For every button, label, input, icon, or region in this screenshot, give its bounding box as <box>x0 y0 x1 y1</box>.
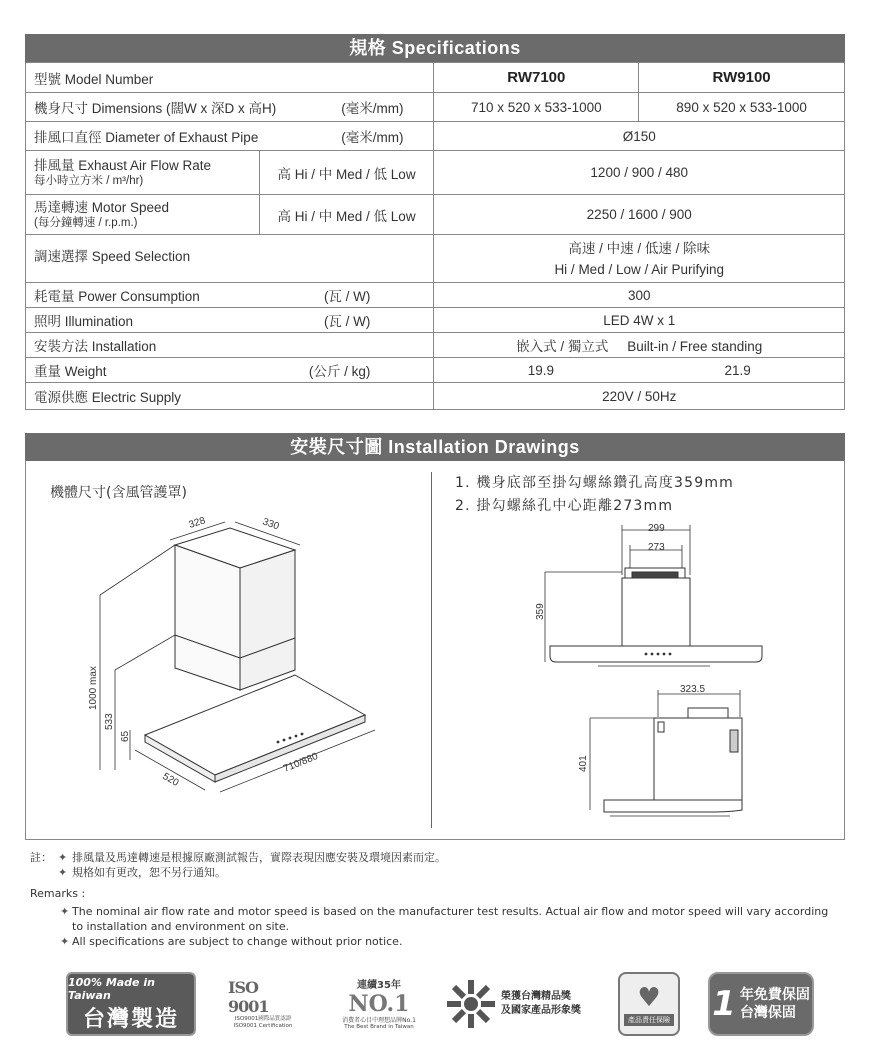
no1-badge-line3: 消費者心目中理想品牌No.1 <box>342 1017 416 1024</box>
bullet-icon: ✦ <box>58 851 68 864</box>
airflow-sub-text: 每小時立方米 / m³/hr) <box>34 174 144 187</box>
side-elevation-drawing <box>530 520 770 670</box>
motor-value: 2250 / 1600 / 900 <box>434 195 845 235</box>
weight-unit: (公斤 / kg) <box>308 364 371 379</box>
spec-label-supply: 電源供應 Electric Supply <box>26 383 434 410</box>
motor-levels: 高 Hi / 中 Med / 低 Low <box>259 195 434 235</box>
drawings-divider <box>431 472 432 828</box>
gold-badge-line1: 榮獲台灣精品獎 <box>501 991 571 1002</box>
no1-badge-line1: 連續35年 <box>357 980 401 991</box>
table-row <box>26 151 845 195</box>
illumination-unit: (瓦 / W) <box>323 314 371 329</box>
table-row <box>26 93 845 122</box>
dim-width: 710/880 <box>282 751 320 775</box>
dim-height-359: 359 <box>535 603 546 620</box>
taiwan-badge-line1: 100% Made in Taiwan <box>68 975 155 1002</box>
spec-label-weight <box>26 358 434 383</box>
illumination-label-text: 照明 Illumination <box>34 314 134 329</box>
body-dimension-title: 機體尺寸(含風管護罩) <box>50 485 187 501</box>
table-row <box>26 283 845 308</box>
warranty-line2: 台灣保固 <box>739 1005 796 1021</box>
excellence-star-icon <box>445 978 497 1030</box>
remark-en-row-2 <box>30 934 840 949</box>
remark-en-1: The nominal air flow rate and motor speed is based on the manufacturer test results. Actual air flow and motor speed will vary according to installation and environment on site. <box>72 905 829 933</box>
bullet-icon: ✦ <box>60 905 70 918</box>
spec-label-dimensions <box>26 93 434 122</box>
spec-label-illumination <box>26 308 434 333</box>
remark-zh-row-2 <box>30 865 840 880</box>
made-in-taiwan-badge <box>66 972 196 1036</box>
pipe-label-text: 排風口直徑 Diameter of Exhaust Pipe <box>34 130 259 145</box>
dimensions-rw9100: 890 x 520 x 533-1000 <box>639 93 845 122</box>
weight-rw9100: 21.9 <box>724 362 751 378</box>
taiwan-excellence-badge <box>445 972 585 1036</box>
iso-badge-line3: ISO9001 Certification <box>233 1023 293 1029</box>
remark-zh-1: 排風量及馬達轉速是根據原廠測試報告，實際表現因應安裝及環境因素而定。 <box>72 851 446 864</box>
table-row <box>26 235 845 283</box>
dimensions-rw7100: 710 x 520 x 533-1000 <box>434 93 639 122</box>
motor-sub-text: (每分鐘轉速 / r.p.m.) <box>34 216 138 229</box>
power-label-text: 耗電量 Power Consumption <box>34 289 200 304</box>
seal-badge-line1: 產品責任保險 <box>624 1014 674 1026</box>
dimensions-unit: (毫米/mm) <box>341 101 404 116</box>
speed-selection-value <box>434 235 845 283</box>
spec-table <box>25 62 845 410</box>
bullet-icon: ✦ <box>58 866 68 879</box>
iso-badge-line1: ISO 9001 <box>228 978 269 1016</box>
installation-en: Built-in / Free standing <box>627 339 763 354</box>
pipe-unit: (毫米/mm) <box>341 130 404 145</box>
spec-label-speed-selection: 調速選擇 Speed Selection <box>26 235 434 283</box>
spec-label-installation: 安裝方法 Installation <box>26 333 434 358</box>
airflow-value: 1200 / 900 / 480 <box>434 151 845 195</box>
bullet-icon: ✦ <box>60 935 70 948</box>
warranty-badge <box>708 972 814 1036</box>
speed-selection-en: Hi / Med / Low / Air Purifying <box>554 261 724 277</box>
installation-drawings-header: 安裝尺寸圖 Installation Drawings <box>25 433 845 461</box>
dim-depth: 520 <box>160 771 181 789</box>
remark-zh-2: 規格如有更改，恕不另行通知。 <box>72 866 226 879</box>
illumination-value: LED 4W x 1 <box>434 308 845 333</box>
dim-body-height: 65 <box>120 730 131 742</box>
spec-label-airflow <box>26 151 260 195</box>
table-row <box>26 63 845 93</box>
isometric-hood-drawing <box>90 510 390 800</box>
product-insurance-badge <box>618 972 680 1036</box>
airflow-levels: 高 Hi / 中 Med / 低 Low <box>259 151 434 195</box>
spec-label-pipe <box>26 122 434 151</box>
taiwan-badge-line2: 台灣製造 <box>82 1006 179 1032</box>
remark-zh-row-1 <box>30 850 840 865</box>
spec-label-motor <box>26 195 260 235</box>
dim-height-max: 1000 max <box>88 666 99 710</box>
weight-values <box>434 358 845 383</box>
install-note-2: 2. 掛勾螺絲孔中心距離273mm <box>455 498 674 514</box>
model-rw9100: RW9100 <box>639 63 845 93</box>
motor-label-text: 馬達轉速 Motor Speed <box>34 199 170 215</box>
iso9001-badge <box>228 972 298 1036</box>
dimensions-label-text: 機身尺寸 Dimensions (闊W x 深D x 高H) <box>34 101 277 116</box>
dim-outer-299: 299 <box>648 523 665 534</box>
side-profile-drawing <box>570 682 770 822</box>
dim-height-min: 533 <box>104 713 115 730</box>
installation-zh: 嵌入式 / 獨立式 <box>516 339 609 354</box>
remarks-section <box>30 850 840 949</box>
remarks-zh-label: 註： <box>30 851 52 864</box>
table-row <box>26 195 845 235</box>
warranty-line1: 年免費保固 <box>739 987 810 1003</box>
table-row <box>26 333 845 358</box>
dim-top-width: 330 <box>260 516 281 533</box>
table-row <box>26 122 845 151</box>
speed-selection-zh: 高速 / 中速 / 低速 / 除味 <box>568 240 711 256</box>
weight-label-text: 重量 Weight <box>34 364 107 379</box>
supply-value: 220V / 50Hz <box>434 383 845 410</box>
dim-inner-273: 273 <box>648 542 665 553</box>
dim-height-401: 401 <box>578 755 589 772</box>
table-row <box>26 383 845 410</box>
spec-label-power <box>26 283 434 308</box>
table-row <box>26 308 845 333</box>
power-unit: (瓦 / W) <box>323 289 371 304</box>
dim-top-depth: 328 <box>187 515 207 531</box>
model-rw7100: RW7100 <box>434 63 639 93</box>
warranty-years: 1 <box>712 984 736 1024</box>
airflow-label-text: 排風量 Exhaust Air Flow Rate <box>34 157 212 173</box>
gold-badge-line2: 及國家產品形象獎 <box>501 1005 581 1016</box>
weight-rw7100: 19.9 <box>527 362 554 378</box>
no1-badge-line2: NO.1 <box>348 991 410 1017</box>
no1-brand-badge <box>338 966 420 1040</box>
dim-width-323-5: 323.5 <box>680 684 706 695</box>
pipe-value: Ø150 <box>434 122 845 151</box>
iso-badge-line2: ISO9001國際品質認證 <box>234 1016 292 1022</box>
heart-icon: ♥ <box>637 983 661 1013</box>
no1-badge-line4: The Best Brand in Taiwan <box>344 1024 414 1030</box>
spec-label-model: 型號 Model Number <box>26 63 434 93</box>
install-note-1: 1. 機身底部至掛勾螺絲鑽孔高度359mm <box>455 475 735 491</box>
specifications-header: 規格 Specifications <box>25 34 845 62</box>
remark-en-row-1 <box>30 904 840 934</box>
remark-en-2: All specifications are subject to change without prior notice. <box>72 935 403 948</box>
installation-value <box>434 333 845 358</box>
table-row <box>26 358 845 383</box>
remarks-en-label: Remarks : <box>30 887 86 900</box>
power-value: 300 <box>434 283 845 308</box>
